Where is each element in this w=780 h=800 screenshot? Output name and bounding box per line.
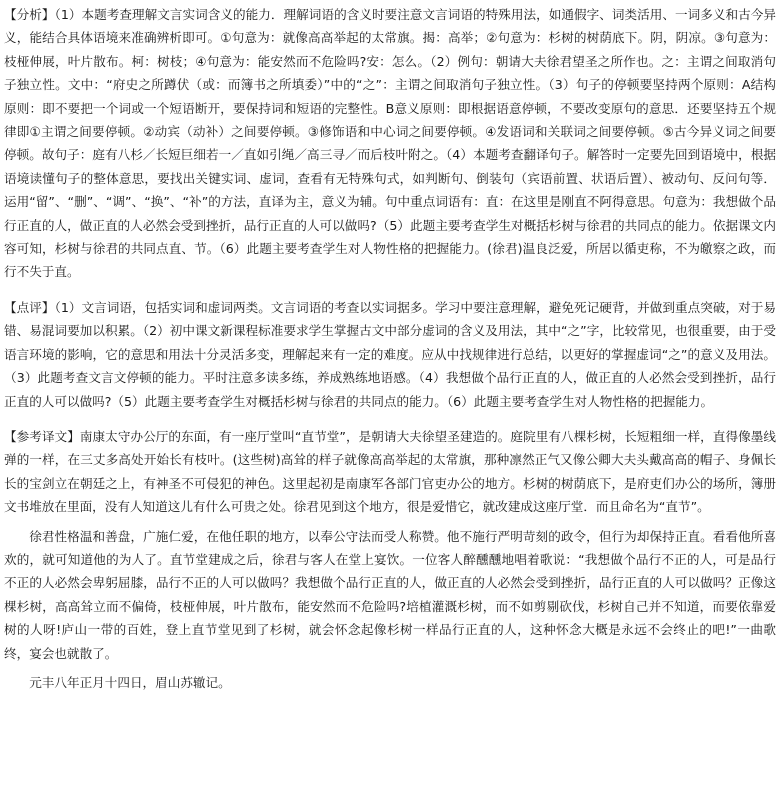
translation-paragraph-2: 徐君性格温和善盘，广施仁爱，在他任职的地方，以奉公守法而受人称赞。他不施行严明苛刻的政令，但行为却保持正直。看看他所喜欢的，就可知道他的为人了。直节堂建成之后，徐君与客人在堂上宴饮。一位客人醉醺醺地唱着歌说：“我想做个品行不正的人，可是品行不正的人必然会卑躬屈膝，品行不正的人可以做吗？我想做个品行正直的人，做正直的人必然会受到挫折，品行正直的人可以做吗？正像这棵杉树，高高耸立而不偏倚，枝桠伸展，叶片散布，能安然而不危险吗?培植灌溉杉树，而不如剪剔砍伐，杉树自己并不知道，而要依靠爱树的人呀!庐山一带的百姓，登上直节堂见到了杉树，就会怀念起像杉树一样品行正直的人，这种怀念大概是永远不会终止的吧!”一曲歌终，宴会也就散了。 (4, 528, 776, 661)
comment-paragraph: 【点评】（1）文言词语，包括实词和虚词两类。文言词语的考查以实词据多。学习中要注意理解，避免死记硬背，并做到重点突破，对于易错、易混词要加以积累。（2）初中课文新课程标准要求学生掌握古文中部分虚词的含义及用法，其中“之”字，比较常见，也很重要，由于受语言环境的影响，它的意思和用法十分灵活多变，理解起来有一定的难度。应从中找规律进行总结，以更好的掌握虚词“之”的意义及用法。（3）此题考查文言文停顿的能力。平时注意多读多练，养成熟练地语感。（4）我想做个品行正直的人，做正直的人必然会受到挫折，品行正直的人可以做吗?（5）此题主要考查学生对概括杉树与徐君的共同点的能力。（6）此题主要考查学生对人物性格的把握能力。 (4, 299, 776, 409)
analysis-paragraph: 【分析】（1）本题考查理解文言实词含义的能力．理解词语的含义时要注意文言词语的特殊用法，如通假字、词类活用、一词多义和古今异义，能结合具体语境来准确辨析即可。①句意为：就像高高举起的太常旗。揭：高举；②句意为：杉树的树荫底下。阴，阴凉。③句意为：枝桠伸展，叶片散布。柯：树枝；④句意为：能安然而不危险吗?安：怎么。（2）例句：朝请大夫徐君望圣之所作也。之：主谓之间取消句子独立性。文中：“府史之所蹲伏（或：而簿书之所填委）”中的“之”：主谓之间取消句子独立性。（3）句子的停顿要坚持两个原则：A结构原则：即不要把一个词或一个短语断开，要保持词和短语的完整性。B意义原则：即根据语意停顿，不要改变原句的意思．还要坚持五个规律即①主谓之间要停顿。②动宾（动补）之间要停顿。③修饰语和中心词之间要停顿。④发语词和关联词之间要停顿。⑤古今异义词之间要停顿。故句子：庭有八杉／长短巨细若一／直如引绳／高三寻／而后枝叶附之。（4）本题考查翻译句子。解答时一定要先回到语境中，根据语境读懂句子的整体意思，要找出关键实词、虚词，查看有无特殊句式，如判断句、倒装句（宾语前置、状语后置）、被动句、反问句等．运用“留”、“删”、“调”、“换”、“补”的方法，直译为主，意义为辅。句中重点词语有：直：在这里是刚直不阿得意思。句意为：我想做个品行正直的人，做正直的人必然会受到挫折，品行正直的人可以做吗?（5）此题主要考查学生对概括杉树与徐君的共同点的能力。依据课文内容可知，杉树与徐君的共同点直、节。（6）此题主要考查学生对人物性格的把握能力。(徐君)温良泛爱，所居以循吏称，不为皦察之政，而行不失于直。 (4, 7, 776, 280)
translation-paragraph-1: 【参考译文】南康太守办公厅的东面，有一座厅堂叫“直节堂”，是朝请大夫徐望圣建造的。庭院里有八棵杉树，长短粗细一样，直得像墨线弹的一样，在三丈多高处开始长有枝叶。(这些树)高耸的样子就像高高举起的太常旗，那种凛然正气又像公卿大夫头戴高高的帽子、身佩长长的宝剑立在朝廷之上，有神圣不可侵犯的神色。这里起初是南康军各部门官吏办公的地方。杉树的树荫底下，是府吏们办公的场所，簿册文书堆放在里面，没有人知道这儿有什么可贵之处。徐君见到这个地方，很是爱惜它，就改建成这座厅堂．而且命名为“直节”。 (4, 428, 776, 515)
signature-line: 元丰八年正月十四日，眉山苏辙记。 (29, 674, 231, 690)
